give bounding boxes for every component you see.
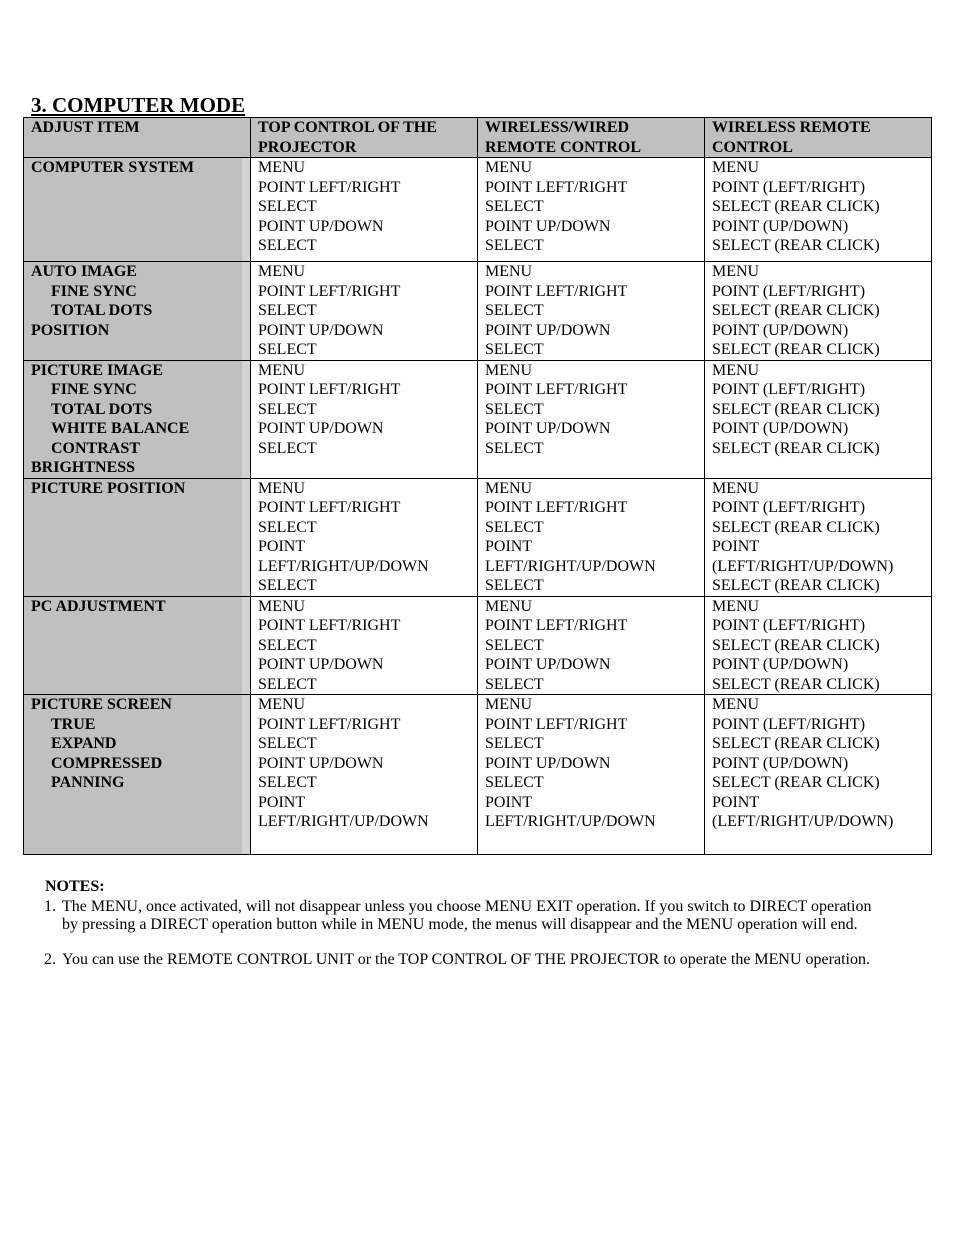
adjust-item-cell [24, 158, 251, 262]
operation-step: SELECT (REAR CLICK) [712, 675, 880, 693]
operation-step: SELECT (REAR CLICK) [712, 735, 880, 752]
operation-step: SELECT [485, 237, 544, 254]
operation-step: POINT LEFT/RIGHT [485, 715, 628, 733]
operation-step: MENU [485, 696, 533, 713]
operation-step: SELECT [485, 636, 544, 654]
adjust-item-label: COMPRESSED [51, 754, 163, 772]
operation-step: POINT UP/DOWN [258, 217, 384, 235]
adjust-item-label: BRIGHTNESS [31, 459, 136, 476]
operation-step: MENU [485, 597, 533, 615]
operation-step: SELECT [258, 518, 317, 536]
operation-step: MENU [258, 696, 306, 713]
operation-step: MENU [258, 479, 306, 497]
operation-step: POINT (UP/DOWN) [712, 321, 849, 339]
operation-step: SELECT [485, 735, 544, 752]
operation-step: SELECT [258, 774, 317, 791]
operation-step: POINT (UP/DOWN) [712, 754, 849, 772]
table-row [24, 262, 932, 361]
adjust-item-cell [24, 478, 251, 596]
header-top-control: TOP CONTROL OF THE PROJECTOR [251, 118, 478, 158]
operation-step: POINT LEFT/RIGHT [258, 178, 401, 196]
operation-step: POINT UP/DOWN [258, 754, 384, 772]
operation-step: MENU [712, 159, 760, 176]
operation-step: SELECT [258, 735, 317, 752]
computer-mode-table [23, 117, 932, 855]
operation-step: SELECT [485, 302, 544, 319]
adjust-item-label: PC ADJUSTMENT [31, 597, 166, 615]
operation-step: POINT LEFT/RIGHT [485, 282, 628, 300]
note-item [44, 898, 884, 935]
operation-step: POINT (LEFT/RIGHT) [712, 715, 866, 733]
operation-step: POINT [485, 538, 533, 555]
operation-step: POINT [258, 793, 306, 811]
note-text: You can use the REMOTE CONTROL UNIT or the TOP CONTROL OF THE PROJECTOR to operate the MENU operation. [62, 950, 870, 968]
operation-step: SELECT [485, 198, 544, 215]
operation-step: SELECT [485, 439, 544, 457]
wireless-remote-cell [705, 695, 932, 855]
wireless-remote-cell [705, 478, 932, 596]
operation-step: MENU [712, 597, 760, 615]
operation-step: SELECT (REAR CLICK) [712, 636, 880, 654]
operation-step: (LEFT/RIGHT/UP/DOWN) [712, 813, 894, 830]
operation-step: MENU [712, 263, 760, 280]
operation-step: MENU [258, 159, 306, 176]
operation-step: MENU [258, 597, 306, 615]
wireless-remote-cell [705, 360, 932, 478]
operation-step: POINT (UP/DOWN) [712, 217, 849, 235]
operation-step: SELECT (REAR CLICK) [712, 237, 880, 254]
operation-step: POINT UP/DOWN [258, 420, 384, 437]
operation-step: POINT (UP/DOWN) [712, 656, 849, 673]
operation-step: POINT LEFT/RIGHT [485, 617, 628, 634]
operation-step: MENU [485, 479, 533, 497]
operation-step: LEFT/RIGHT/UP/DOWN [258, 557, 429, 575]
operation-step: POINT [485, 793, 533, 811]
operation-step: SELECT (REAR CLICK) [712, 439, 880, 457]
operation-step: MENU [485, 263, 533, 280]
top-control-cell [251, 695, 478, 855]
operation-step: (LEFT/RIGHT/UP/DOWN) [712, 557, 894, 575]
operation-step: SELECT [485, 774, 544, 791]
operation-step: SELECT [485, 675, 544, 693]
adjust-item-cell [24, 262, 251, 361]
adjust-item-cell [24, 360, 251, 478]
adjust-item-label: FINE SYNC [51, 381, 137, 398]
wired-remote-cell [478, 158, 705, 262]
note-text: The MENU, once activated, will not disappear unless you choose MENU EXIT operation. If you switch to DIRECT operation by pressing a DIRECT operation button while in MENU mode, the menus will disappear and the MENU operation will end. [62, 897, 872, 933]
operation-step: MENU [485, 361, 533, 379]
operation-step: POINT LEFT/RIGHT [258, 282, 401, 300]
adjust-item-label: TRUE [51, 715, 96, 733]
operation-step: POINT UP/DOWN [258, 656, 384, 673]
wired-remote-cell [478, 360, 705, 478]
operation-step: POINT LEFT/RIGHT [485, 178, 628, 196]
operation-step: POINT (LEFT/RIGHT) [712, 499, 866, 516]
wired-remote-cell [478, 262, 705, 361]
top-control-cell [251, 262, 478, 361]
operation-step: POINT UP/DOWN [485, 217, 611, 235]
wired-remote-cell [478, 478, 705, 596]
operation-step: SELECT (REAR CLICK) [712, 400, 880, 418]
operation-step: LEFT/RIGHT/UP/DOWN [258, 813, 429, 830]
operation-step: SELECT [485, 518, 544, 536]
table-row [24, 478, 932, 596]
adjust-item-cell [24, 596, 251, 695]
operation-step: SELECT [258, 237, 317, 254]
table-row [24, 360, 932, 478]
wired-remote-cell [478, 596, 705, 695]
operation-step: SELECT [258, 198, 317, 215]
wireless-remote-cell [705, 158, 932, 262]
note-number: 2. [44, 950, 56, 968]
header-wired-remote: WIRELESS/WIRED REMOTE CONTROL [478, 118, 705, 158]
operation-step: SELECT [258, 675, 317, 693]
wireless-remote-cell [705, 262, 932, 361]
page-title: 3. COMPUTER MODE [31, 93, 246, 117]
operation-step: SELECT [258, 577, 317, 594]
operation-step: SELECT (REAR CLICK) [712, 577, 880, 594]
table-header-row [24, 118, 932, 158]
operation-step: MENU [485, 159, 533, 176]
operation-step: POINT UP/DOWN [485, 420, 611, 437]
operation-step: POINT [258, 538, 306, 555]
operation-step: SELECT (REAR CLICK) [712, 198, 880, 215]
operation-step: LEFT/RIGHT/UP/DOWN [485, 813, 656, 830]
table-body [24, 158, 932, 855]
operation-step: SELECT (REAR CLICK) [712, 302, 880, 319]
adjust-item-label: PICTURE SCREEN [31, 696, 172, 713]
operation-step: POINT (LEFT/RIGHT) [712, 381, 866, 398]
operation-step: POINT LEFT/RIGHT [485, 499, 628, 516]
operation-step: SELECT [258, 341, 317, 358]
operation-step: POINT (UP/DOWN) [712, 420, 849, 437]
note-item [44, 951, 884, 970]
note-number: 1. [44, 897, 56, 915]
top-control-cell [251, 478, 478, 596]
operation-step: MENU [712, 361, 760, 379]
operation-step: POINT LEFT/RIGHT [258, 617, 401, 634]
adjust-item-label: PICTURE POSITION [31, 479, 186, 497]
operation-step: LEFT/RIGHT/UP/DOWN [485, 557, 656, 575]
operation-step: SELECT (REAR CLICK) [712, 518, 880, 536]
wired-remote-cell [478, 695, 705, 855]
operation-step: SELECT [258, 302, 317, 319]
operation-step: POINT LEFT/RIGHT [258, 715, 401, 733]
operation-step: SELECT [258, 439, 317, 457]
operation-step: POINT UP/DOWN [485, 656, 611, 673]
operation-step: POINT (LEFT/RIGHT) [712, 178, 866, 196]
operation-step: POINT [712, 793, 760, 811]
adjust-item-label: POSITION [31, 321, 110, 339]
top-control-cell [251, 360, 478, 478]
operation-step: MENU [712, 696, 760, 713]
adjust-item-cell [24, 695, 251, 855]
operation-step: SELECT [485, 400, 544, 418]
operation-step: SELECT [258, 636, 317, 654]
operation-step: SELECT [485, 577, 544, 594]
operation-step: POINT LEFT/RIGHT [485, 381, 628, 398]
adjust-item-label: WHITE BALANCE [51, 420, 190, 437]
operation-step: POINT [712, 538, 760, 555]
operation-step: SELECT [485, 341, 544, 358]
operation-step: POINT UP/DOWN [485, 754, 611, 772]
operation-step: MENU [258, 263, 306, 280]
table-row [24, 596, 932, 695]
adjust-item-label: PANNING [51, 774, 125, 791]
operation-step: SELECT [258, 400, 317, 418]
operation-step: SELECT (REAR CLICK) [712, 341, 880, 358]
operation-step: POINT UP/DOWN [258, 321, 384, 339]
operation-step: SELECT (REAR CLICK) [712, 774, 880, 791]
notes-section [44, 878, 884, 985]
wireless-remote-cell [705, 596, 932, 695]
top-control-cell [251, 596, 478, 695]
operation-step: POINT UP/DOWN [485, 321, 611, 339]
header-wireless-remote: WIRELESS REMOTE CONTROL [705, 118, 932, 158]
adjust-item-label: TOTAL DOTS [51, 400, 153, 418]
operation-step: MENU [258, 361, 306, 379]
header-adjust-item: ADJUST ITEM [24, 118, 251, 158]
adjust-item-label: PICTURE IMAGE [31, 361, 164, 379]
table-row [24, 158, 932, 262]
adjust-item-label: AUTO IMAGE [31, 263, 137, 280]
notes-title: NOTES: [45, 878, 105, 895]
adjust-item-label: FINE SYNC [51, 282, 137, 300]
adjust-item-label: EXPAND [51, 735, 117, 752]
adjust-item-label: COMPUTER SYSTEM [31, 159, 195, 176]
operation-step: POINT (LEFT/RIGHT) [712, 617, 866, 634]
adjust-item-label: CONTRAST [51, 439, 140, 457]
top-control-cell [251, 158, 478, 262]
operation-step: POINT LEFT/RIGHT [258, 381, 401, 398]
adjust-item-label: TOTAL DOTS [51, 302, 153, 319]
operation-step: POINT (LEFT/RIGHT) [712, 282, 866, 300]
operation-step: POINT LEFT/RIGHT [258, 499, 401, 516]
table-row [24, 695, 932, 855]
operation-step: MENU [712, 479, 760, 497]
